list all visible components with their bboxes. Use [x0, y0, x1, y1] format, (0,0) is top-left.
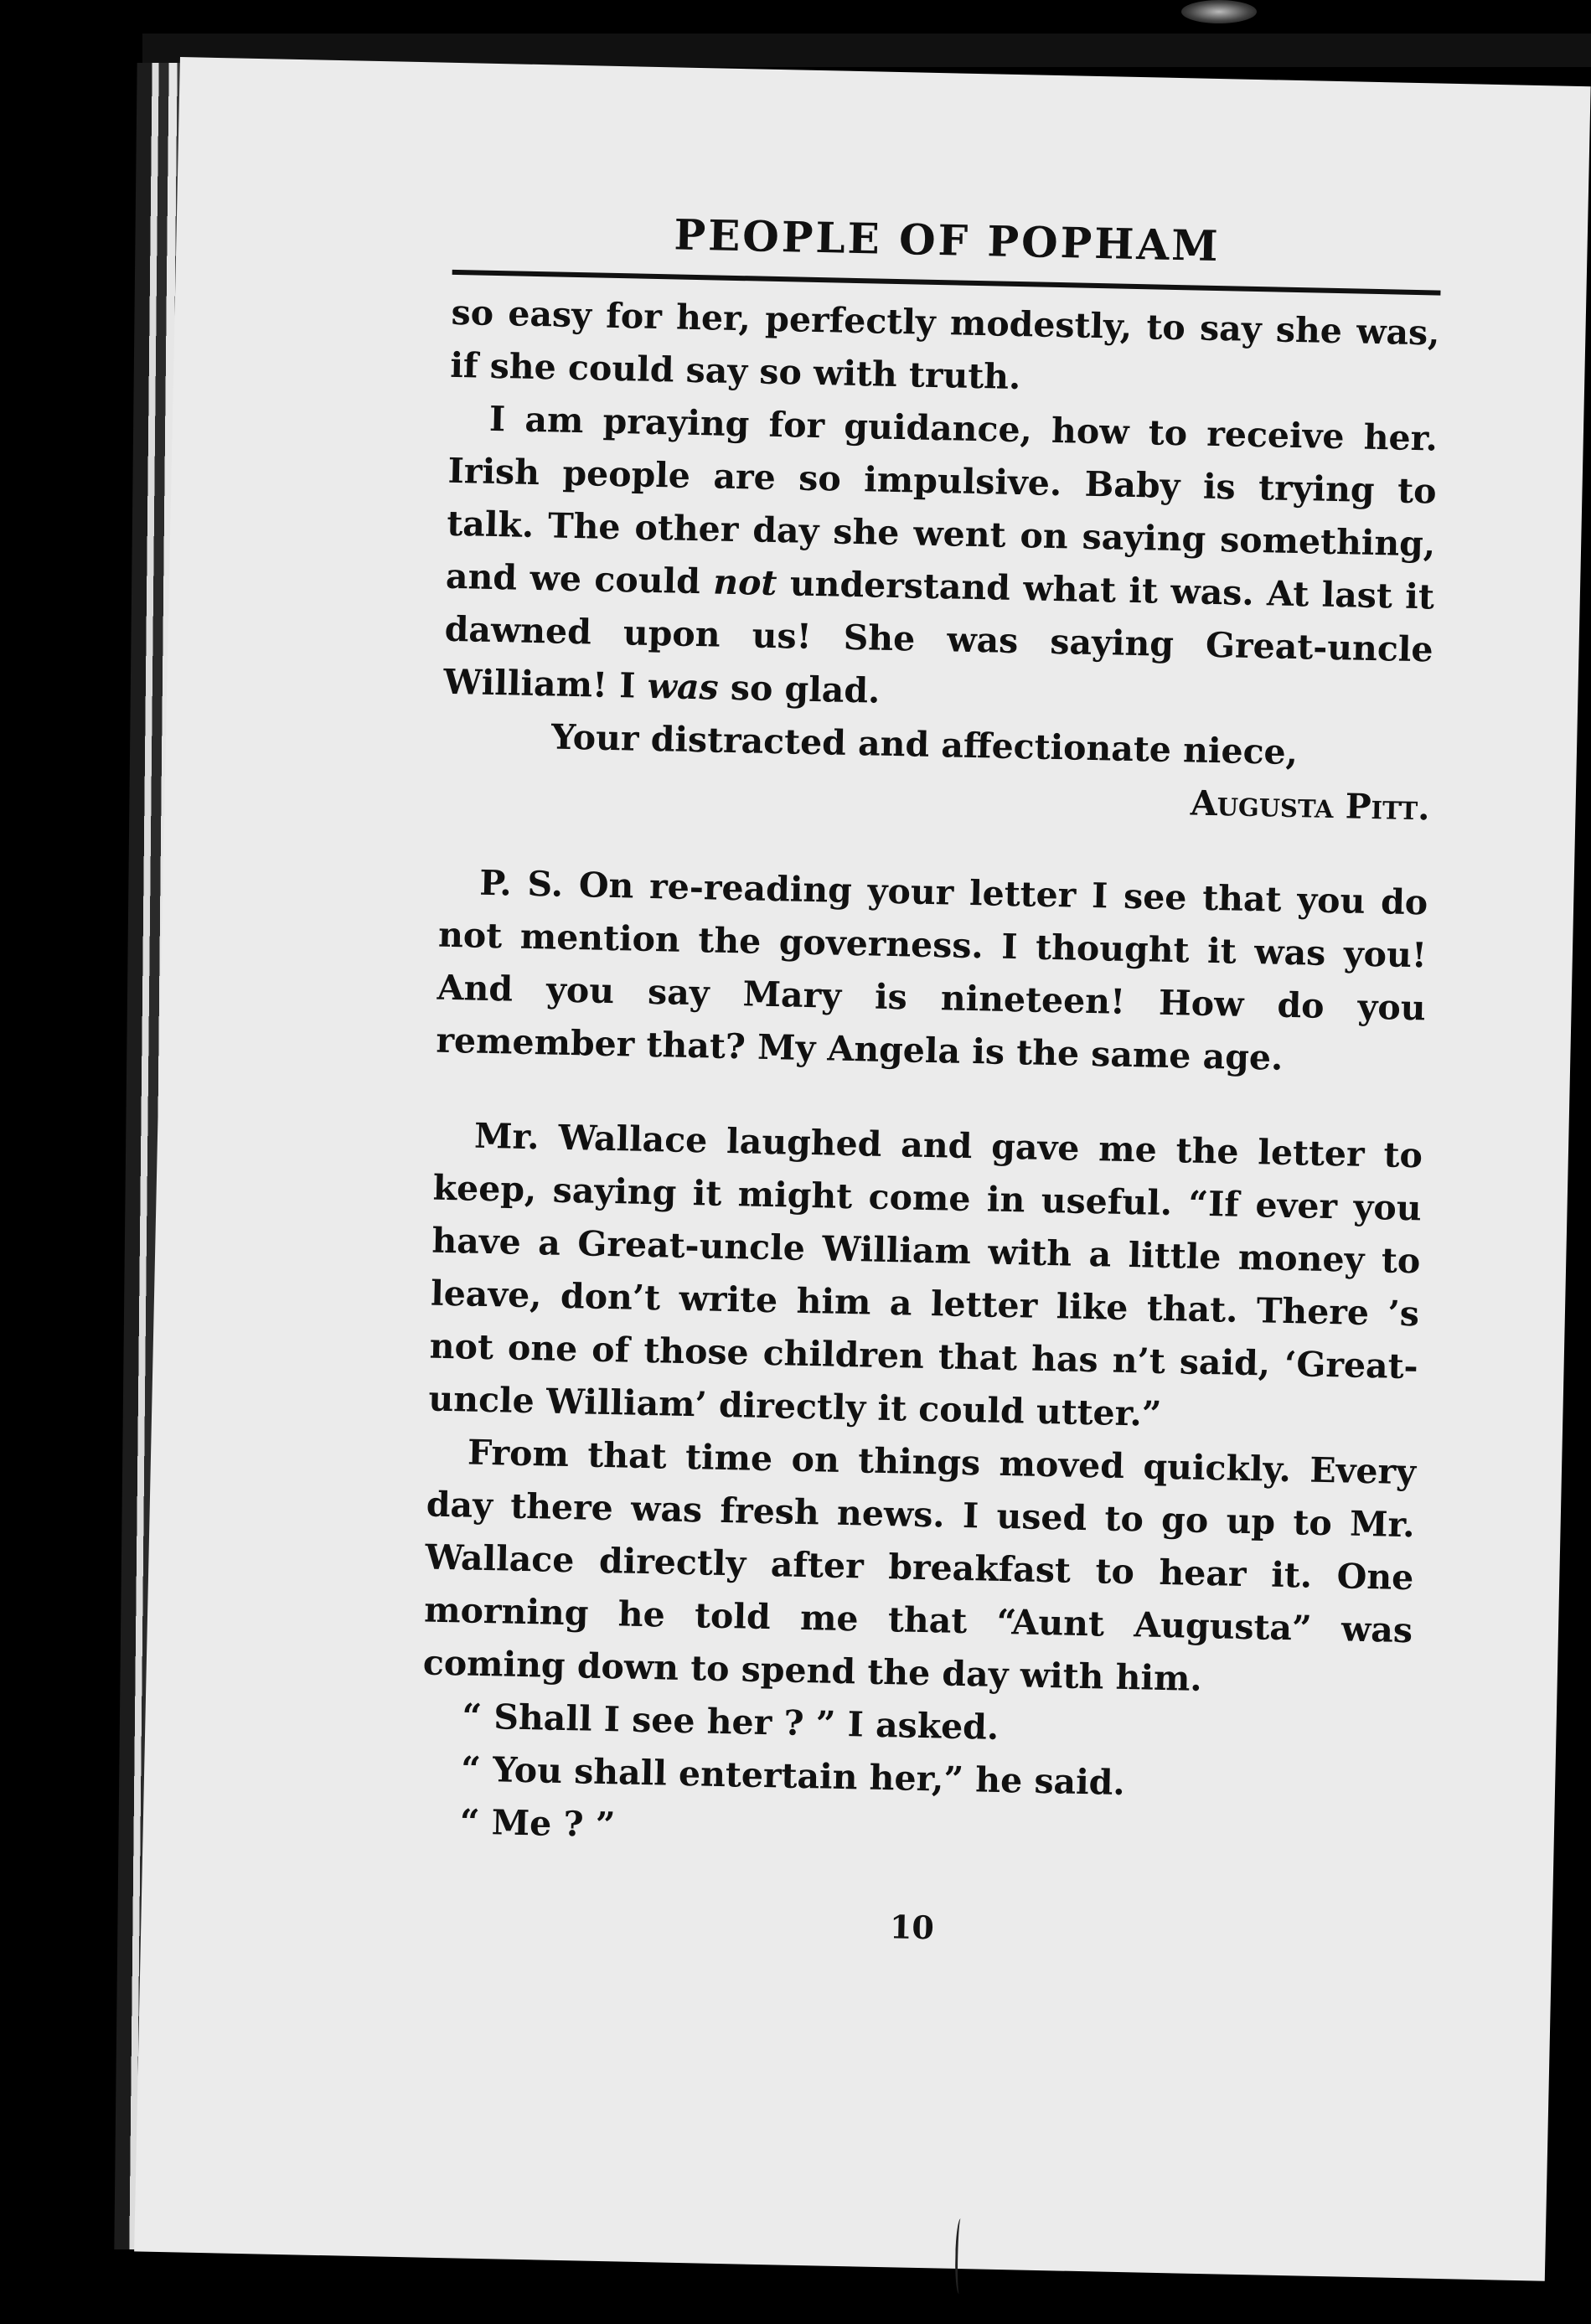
book-page: [134, 57, 1590, 2281]
italic-not: not: [712, 561, 777, 604]
paragraph-praying: [443, 392, 1439, 730]
dialogue-line: “ Shall I see her ? ” I asked.: [462, 1696, 1000, 1748]
postscript: P. S. On re-reading your letter I see that you do not mention the governess. I thought it was you! And you say Mary is nineteen! How do you remember that? My Angela is the same age.: [435, 862, 1428, 1078]
dialogue-line: “ You shall entertain her,” he said.: [460, 1748, 1126, 1804]
text-run: so glad.: [718, 667, 881, 711]
page-number: 10: [889, 1908, 935, 1947]
running-head: PEOPLE OF POPHAM: [673, 209, 1222, 271]
pencil-mark: [954, 2218, 965, 2294]
letter-signature: Augusta Pitt.: [1190, 782, 1431, 829]
text-run: understand what it was. At last it dawned upon us! She was saying Great-uncle William! I: [442, 563, 1435, 706]
paragraph-news: From that time on things moved quickly. Every day there was fresh news. I used to go up to Mr. Wallace directly after breakfast to hear it. One morning he told me that “Aunt Augusta” was coming down to spend the day with him.: [422, 1432, 1417, 1699]
paragraph-wallace: Mr. Wallace laughed and gave me the letter to keep, saying it might come in useful. “If ever you have a Great-uncle William with a little money to leave, don’t write him a letter like that. There ’s not one of those children that has n’t said, ‘Great-uncle William’ directly it could utter.”: [428, 1115, 1423, 1434]
text-run: I am praying for guidance, how to receive her. Irish people are so impulsive. Baby is trying to talk. The other day she went on saying something, and we could: [445, 398, 1439, 602]
page-content: [417, 205, 1442, 1956]
dialogue-line: “ Me ? ”: [459, 1801, 616, 1846]
italic-was: was: [647, 665, 720, 708]
letter-closing: Your distracted and affectionate niece,: [550, 716, 1299, 773]
paragraph-continued: so easy for her, perfectly modestly, to say she was, if she could say so with truth.: [449, 292, 1440, 398]
lamp-glare: [1181, 0, 1257, 23]
